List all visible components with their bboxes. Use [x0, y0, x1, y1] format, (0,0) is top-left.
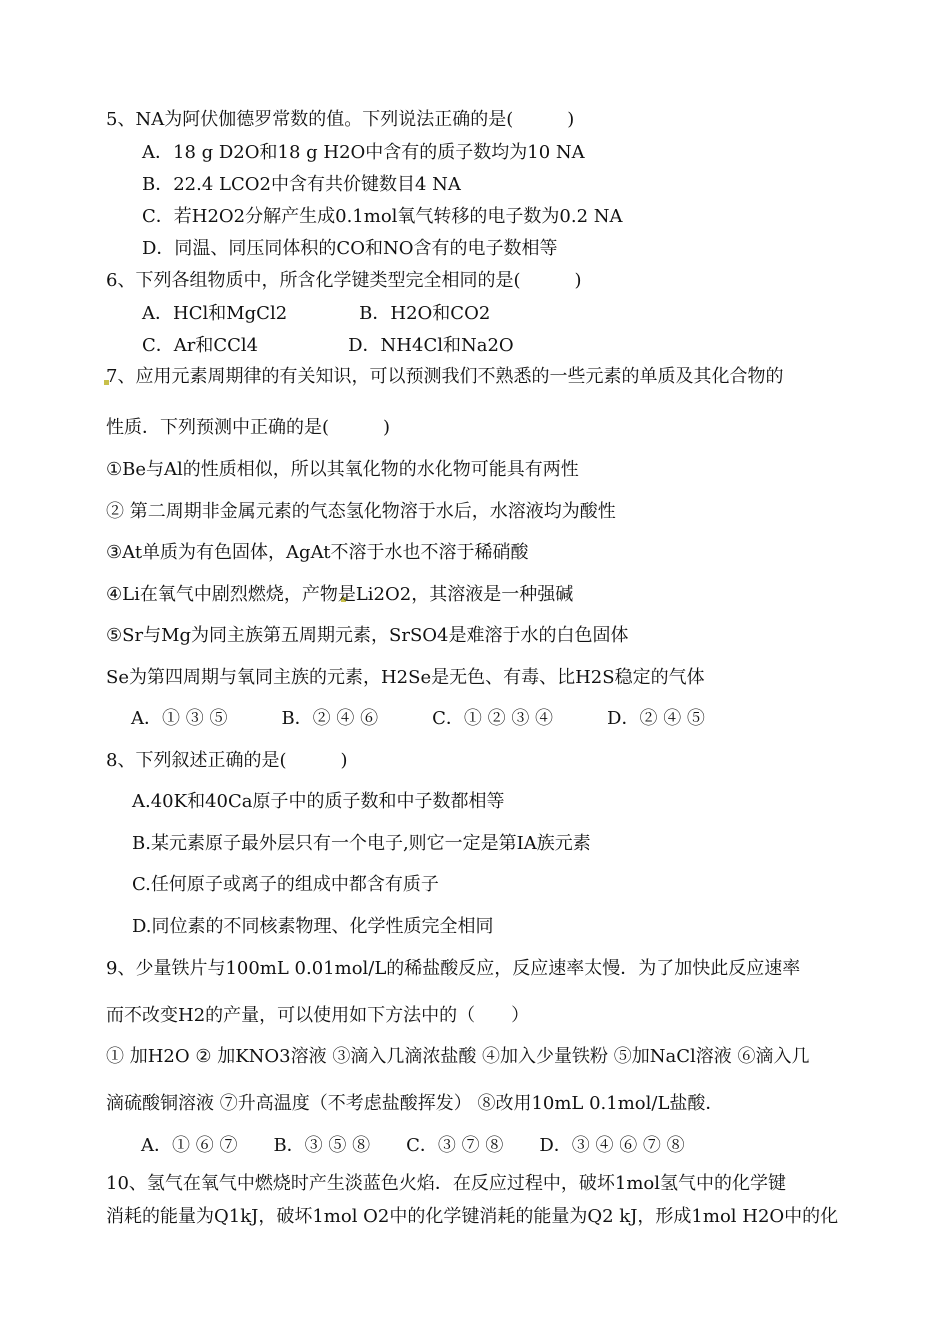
q7-stem-line2: 性质．下列预测中正确的是( ) — [106, 417, 391, 438]
q5-option-a: A．18 g D2O和18 g H2O中含有的质子数均为10 NA — [142, 142, 585, 163]
q6-options-ab: A．HCl和MgCl2 B．H2O和CO2 — [142, 303, 491, 324]
q9-methods-line2: 滴硫酸铜溶液 ⑦升高温度（不考虑盐酸挥发） ⑧改用10mL 0.1mol/L盐酸． — [106, 1093, 724, 1114]
q8-option-a: A.40K和40Ca原子中的质子数和中子数都相等 — [132, 791, 505, 812]
q9-stem-line2: 而不改变H2的产量，可以使用如下方法中的（ ） — [106, 1005, 530, 1026]
q7-statement-6: Se为第四周期与氧同主族的元素，H2Se是无色、有毒、比H2S稳定的气体 — [106, 667, 705, 688]
q9-stem-line1: 9、少量铁片与100mL 0.01mol/L的稀盐酸反应，反应速率太慢．为了加快此反应速率 — [106, 958, 801, 979]
q7-statement-3: ③At单质为有色固体，AgAt不溶于水也不溶于稀硝酸 — [106, 542, 529, 563]
q10-stem-line1: 10、氢气在氧气中燃烧时产生淡蓝色火焰．在反应过程中，破坏1mol氢气中的化学键 — [106, 1173, 787, 1194]
q7-statement-4: ④Li在氧气中剧烈燃烧，产物是Li2O2，其溶液是一种强碱 — [106, 584, 574, 605]
q5-stem: 5、NA为阿伏伽德罗常数的值。下列说法正确的是( ) — [106, 109, 575, 130]
q6-stem: 6、下列各组物质中，所含化学键类型完全相同的是( ) — [106, 270, 582, 291]
q9-options: A．① ⑥ ⑦ B．③ ⑤ ⑧ C．③ ⑦ ⑧ D．③ ④ ⑥ ⑦ ⑧ — [141, 1135, 685, 1156]
q7-options: A．① ③ ⑤ B．② ④ ⑥ C．① ② ③ ④ D．② ④ ⑤ — [131, 708, 705, 729]
q7-statement-2: ② 第二周期非金属元素的气态氢化物溶于水后，水溶液均为酸性 — [106, 501, 616, 522]
q7-statement-1: ①Be与Al的性质相似，所以其氧化物的水化物可能具有两性 — [106, 459, 579, 480]
q8-option-b: B.某元素原子最外层只有一个电子,则它一定是第ⅠA族元素 — [132, 833, 591, 854]
q5-option-c: C．若H2O2分解产生成0.1mol氧气转移的电子数为0.2 NA — [142, 206, 623, 227]
q5-option-b: B．22.4 LCO2中含有共价键数目4 NA — [142, 174, 461, 195]
q9-methods-line1: ① 加H2O ② 加KNO3溶液 ③滴入几滴浓盐酸 ④加入少量铁粉 ⑤加NaCl溶液 ⑥滴入几 — [106, 1046, 810, 1067]
q8-stem: 8、下列叙述正确的是( ) — [106, 750, 348, 771]
q5-option-d: D．同温、同压同体积的CO和NO含有的电子数相等 — [142, 238, 558, 259]
q10-stem-line2: 消耗的能量为Q1kJ，破坏1mol O2中的化学键消耗的能量为Q2 kJ，形成1mol H2O中的化 — [106, 1206, 839, 1227]
q7-statement-5: ⑤Sr与Mg为同主族第五周期元素，SrSO4是难溶于水的白色固体 — [106, 625, 629, 646]
q8-option-c: C.任何原子或离子的组成中都含有质子 — [132, 874, 439, 895]
q7-stem-line1: 7、应用元素周期律的有关知识，可以预测我们不熟悉的一些元素的单质及其化合物的 — [106, 366, 784, 387]
q8-option-d: D.同位素的不同核素物理、化学性质完全相同 — [132, 916, 494, 937]
q6-options-cd: C．Ar和CCl4 D．NH4Cl和Na2O — [142, 335, 514, 356]
